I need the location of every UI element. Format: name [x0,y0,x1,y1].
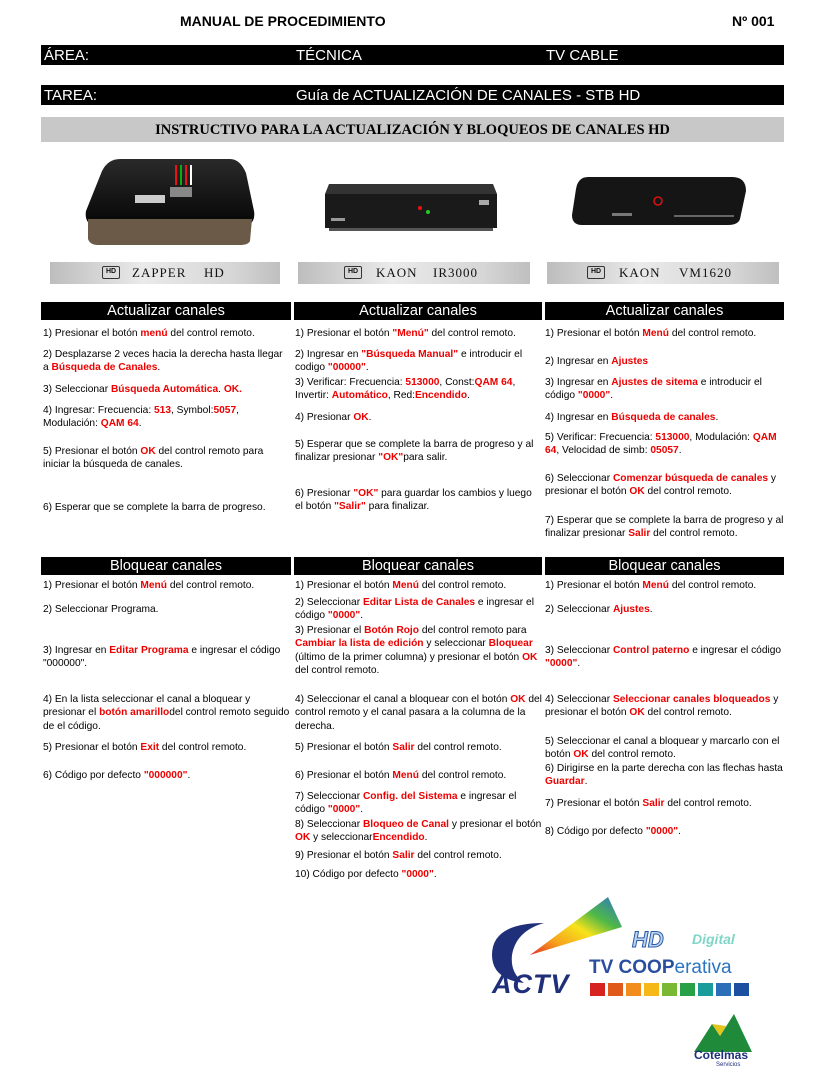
update-step: 4) Ingresar en Búsqueda de canales. [545,412,719,423]
device-name: ZAPPER [132,265,187,280]
color-swatch [716,983,731,996]
block-step: 3) Ingresar en Editar Programa e ingresar el código "000000". [43,645,281,670]
kaon-vm1620-device-image [568,171,750,229]
update-header-ir3000: Actualizar canales [294,302,542,320]
block-step: 3) Seleccionar Control paterno e ingresar el código "0000". [545,645,782,670]
block-step: 4) En la lista seleccionar el canal a bloquear y presionar el botón amarillodel control remoto seguido de el código. [43,694,290,732]
update-step: 3) Verificar: Frecuencia: 513000, Const:QAM 64, Invertir: Automático, Red:Encendido. [295,377,516,402]
block-step: 10) Código por defecto "0000". [295,869,437,880]
block-step: 2) Seleccionar Ajustes. [545,604,653,615]
update-step: 6) Presionar "OK" para guardar los cambios y luego el botón "Salir" para finalizar. [295,488,532,513]
update-step: 2) Ingresar en Ajustes [545,356,649,367]
hd-badge-icon: HD [587,266,605,279]
task-value: Guía de ACTUALIZACIÓN DE CANALES - STB HD [296,87,641,104]
update-step: 4) Presionar OK. [295,412,372,423]
tv-cooperativa-text: TV COOPerativa [589,957,732,978]
device-model: IR3000 [433,265,478,280]
task-label: TAREA: [44,87,98,104]
hd-badge-icon: HD [344,266,362,279]
document-number: Nº 001 [732,13,775,29]
block-step: 6) Dirigirse en la parte derecha con las flechas hasta Guardar. [545,763,783,788]
hd-badge-icon: HD [102,266,120,279]
block-step: 1) Presionar el botón Menú del control remoto. [43,580,255,591]
cotelmas-logo [690,1012,760,1072]
color-swatch [680,983,695,996]
area-value-2: TV CABLE [546,47,619,64]
color-swatch [734,983,749,996]
block-step: 4) Seleccionar el canal a bloquear con el botón OK del control remoto y el canal pasara a la columna de la derecha. [295,694,542,732]
block-step: 5) Presionar el botón Exit del control remoto. [43,742,247,753]
update-step: 1) Presionar el botón menú del control remoto. [43,328,255,339]
update-step: 2) Desplazarse 2 veces hacia la derecha hasta llegar a Búsqueda de Canales. [43,349,283,374]
task-bar [41,85,784,105]
block-header-zapper: Bloquear canales [41,557,291,575]
actv-text: ACTV [492,969,570,999]
device-plate-kaon-vm1620 [547,262,779,284]
block-step: 7) Presionar el botón Salir del control remoto. [545,798,752,809]
update-step: 4) Ingresar: Frecuencia: 513, Symbol:5057, Modulación: QAM 64. [43,405,239,430]
zapper-device-image [80,153,256,248]
update-step: 1) Presionar el botón "Menú" del control remoto. [295,328,516,339]
document-title: MANUAL DE PROCEDIMIENTO [180,13,386,29]
servicios-text: Servicios [716,1062,741,1068]
color-swatch [698,983,713,996]
block-step: 3) Presionar el Botón Rojo del control remoto para Cambiar la lista de edición y seleccionar Bloquear (último de la primer columna) y presionar el botón OK del control remoto. [295,625,538,677]
update-step: 2) Ingresar en "Búsqueda Manual" e introducir el codigo "00000". [295,349,523,374]
area-bar [41,45,784,65]
block-header-vm1620: Bloquear canales [545,557,784,575]
update-step: 6) Seleccionar Comenzar búsqueda de canales y presionar el botón OK del control remoto. [545,473,777,498]
update-step: 3) Ingresar en Ajustes de sitema e introducir el código "0000". [545,377,762,402]
block-step: 7) Seleccionar Config. del Sistema e ingresar el código "0000". [295,791,517,816]
color-swatch [590,983,605,996]
color-swatch [608,983,623,996]
device-name: KAON [376,265,418,280]
block-step: 9) Presionar el botón Salir del control remoto. [295,850,502,861]
update-step: 1) Presionar el botón Menú del control remoto. [545,328,757,339]
color-swatches [590,983,749,996]
update-step: 5) Verificar: Frecuencia: 513000, Modulación: QAM 64, Velocidad de simb: 05057. [545,432,777,457]
device-model: HD [204,265,225,280]
instructions-banner: INSTRUCTIVO PARA LA ACTUALIZACIÓN Y BLOQUEOS DE CANALES HD [41,117,784,142]
update-step: 6) Esperar que se complete la barra de progreso. [43,502,266,513]
area-value: TÉCNICA [296,47,362,64]
device-model: VM1620 [679,265,732,280]
kaon-ir3000-device-image [323,176,499,234]
device-name: KAON [619,265,661,280]
block-step: 6) Código por defecto "000000". [43,770,191,781]
device-plate-zapper [50,262,280,284]
color-swatch [662,983,677,996]
block-step: 6) Presionar el botón Menú del control remoto. [295,770,507,781]
color-swatch [626,983,641,996]
digital-text: Digital [692,931,735,947]
cotelmas-text: Cotelmas [694,1048,749,1062]
block-step: 2) Seleccionar Programa. [43,604,159,615]
update-step: 5) Presionar el botón OK del control remoto para iniciar la búsqueda de canales. [43,446,264,471]
update-step: 5) Esperar que se complete la barra de progreso y al finalizar presionar "OK"para salir. [295,439,534,464]
block-step: 5) Seleccionar el canal a bloquear y marcarlo con el botón OK del control remoto. [545,736,780,761]
device-plate-kaon-ir3000 [298,262,530,284]
update-header-zapper: Actualizar canales [41,302,291,320]
block-step: 1) Presionar el botón Menú del control remoto. [545,580,757,591]
block-step: 8) Seleccionar Bloqueo de Canal y presionar el botón OK y seleccionarEncendido. [295,819,542,844]
update-header-vm1620: Actualizar canales [545,302,784,320]
actv-logo [484,893,754,1001]
block-step: 2) Seleccionar Editar Lista de Canales e ingresar el código "0000". [295,597,534,622]
update-step: 3) Seleccionar Búsqueda Automática. OK. [43,384,242,395]
update-step: 7) Esperar que se complete la barra de progreso y al finalizar presionar Salir del control remoto. [545,515,784,540]
block-step: 8) Código por defecto "0000". [545,826,681,837]
color-swatch [644,983,659,996]
block-header-ir3000: Bloquear canales [294,557,542,575]
block-step: 5) Presionar el botón Salir del control remoto. [295,742,502,753]
hd-text: HD [632,927,664,952]
area-label: ÁREA: [44,47,90,64]
block-step: 1) Presionar el botón Menú del control remoto. [295,580,507,591]
block-step: 4) Seleccionar Seleccionar canales bloqueados y presionar el botón OK del control remoto. [545,694,779,719]
